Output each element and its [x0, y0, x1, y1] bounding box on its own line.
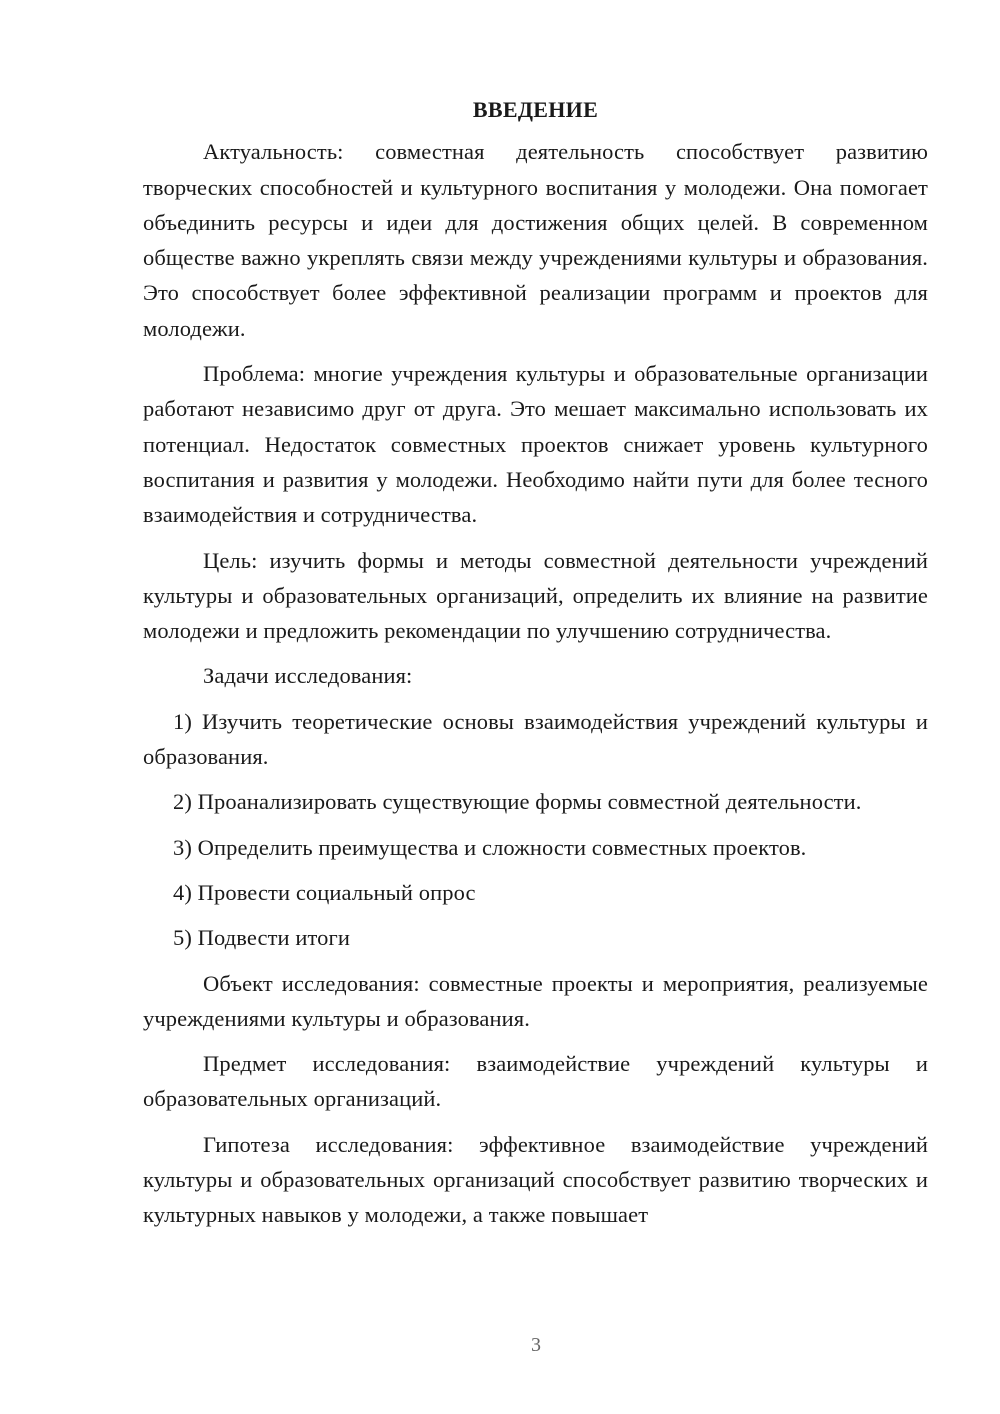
tasks-title: Задачи исследования:: [203, 663, 413, 689]
task-item-2: 2) Проанализировать существующие формы совместной деятельности.: [173, 789, 862, 815]
task-item-3: 3) Определить преимущества и сложности совместных проектов.: [173, 834, 807, 860]
paragraph-object: Объект исследования: совместные проекты и мероприятия, реализуемые учреждениями культуры и образования.: [143, 970, 928, 1031]
paragraph-relevance: Актуальность: совместная деятельность способствует развитию творческих способностей и культурного воспитания у молодежи. Она помогает объединить ресурсы и идеи для достижения общих целей. В современном обществе важно укреплять связи между учреждениями культуры и образования. Это способствует более эффективной реализации программ и проектов для молодежи.: [143, 139, 928, 341]
page-content: [143, 92, 928, 1243]
task-item-4: 4) Провести социальный опрос: [173, 879, 476, 905]
paragraph-subject: Предмет исследования: взаимодействие учреждений культуры и образовательных организаций.: [143, 1051, 928, 1112]
paragraph-problem: Проблема: многие учреждения культуры и образовательные организации работают независимо друг от друга. Это мешает максимально использовать их потенциал. Недостаток совместных проектов снижает уровень культурного воспитания и развития у молодежи. Необходимо найти пути для более тесного взаимодействия и сотрудничества.: [143, 361, 928, 528]
page-number: 3: [531, 1334, 541, 1356]
section-heading: ВВЕДЕНИЕ: [472, 97, 599, 122]
task-item-1: 1) Изучить теоретические основы взаимодействия учреждений культуры и образования.: [143, 708, 928, 770]
paragraph-hypothesis: Гипотеза исследования: эффективное взаимодействие учреждений культуры и образовательных организаций способствует развитию творческих и культурных навыков у молодежи, а также повышает: [143, 1131, 928, 1228]
paragraph-goal: Цель: изучить формы и методы совместной деятельности учреждений культуры и образовательных организаций, определить их влияние на развитие молодежи и предложить рекомендации по улучшению сотрудничества.: [143, 547, 928, 644]
task-item-5: 5) Подвести итоги: [173, 925, 350, 951]
